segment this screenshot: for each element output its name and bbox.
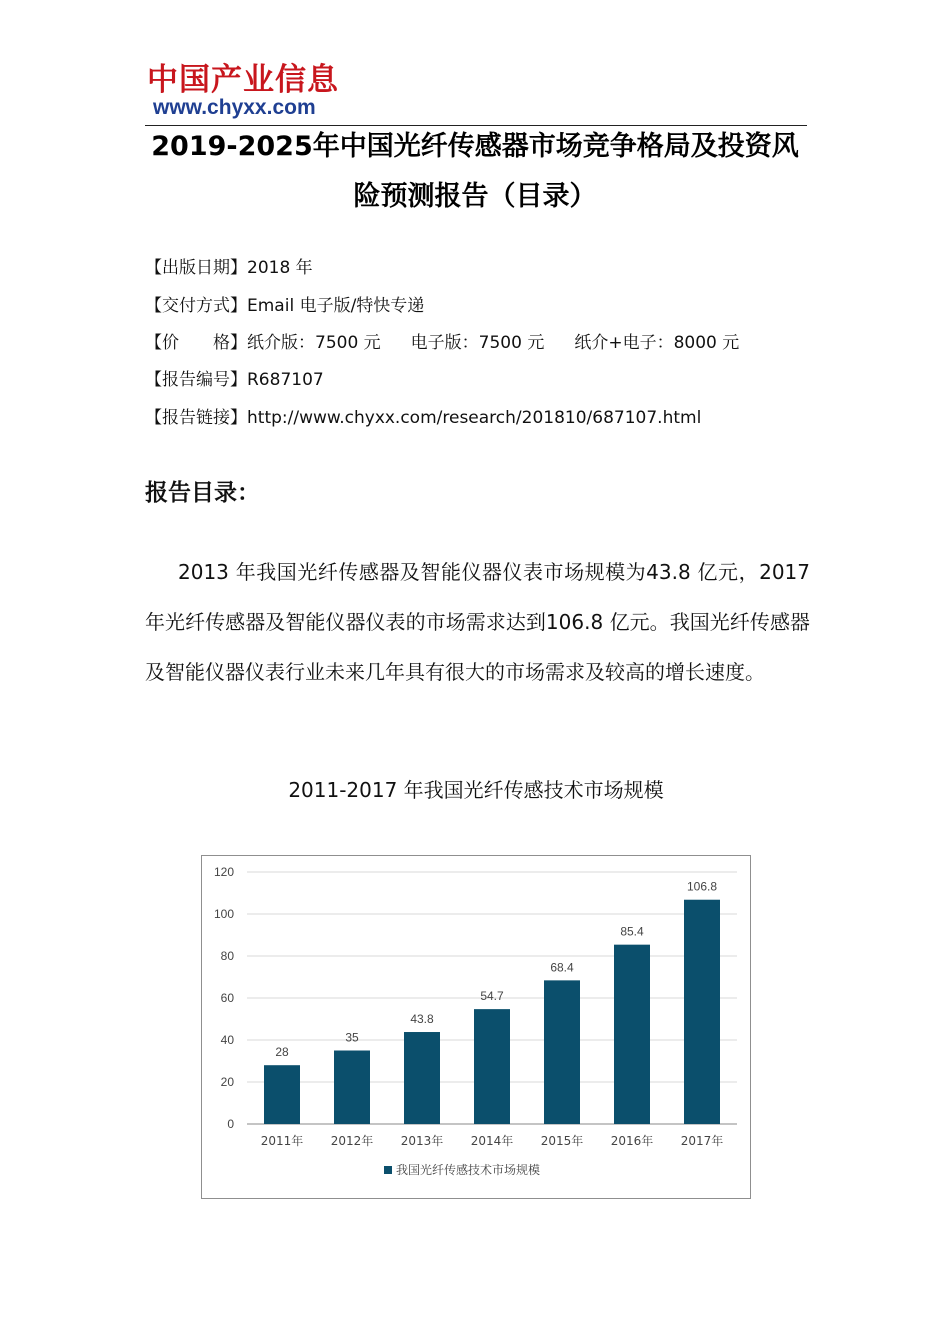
meta-publish-date	[145, 257, 313, 279]
logo-url: www.chyxx.com	[153, 96, 316, 119]
bar	[264, 1065, 300, 1124]
legend-swatch	[384, 1166, 392, 1174]
meta-publish-date-value: 2018 年	[247, 258, 313, 278]
bar	[474, 1009, 510, 1124]
body-paragraph: 2013 年我国光纤传感器及智能仪器仪表市场规模为43.8 亿元，2017 年光纤传感器及智能仪器仪表的市场需求达到106.8 亿元。我国光纤传感器及智能仪器仪表行业未来几年具有很大的市场需求及较高的增长速度。	[145, 560, 810, 684]
x-tick-label: 2011年	[260, 1134, 304, 1148]
y-tick-label: 120	[213, 865, 234, 879]
x-tick-label: 2013年	[400, 1134, 444, 1148]
meta-price-electronic: 电子版：7500 元	[410, 333, 545, 353]
data-label: 43.8	[410, 1012, 434, 1027]
logo	[147, 62, 353, 124]
x-tick-label: 2015年	[540, 1134, 584, 1148]
meta-publish-date-label: 【出版日期】	[145, 258, 247, 278]
report-title: 2019-2025年中国光纤传感器市场竞争格局及投资风险预测报告（目录）	[151, 131, 799, 212]
y-tick-label: 20	[220, 1075, 234, 1089]
bar	[614, 945, 650, 1124]
section-title: 报告目录：	[145, 480, 260, 506]
bar-chart	[201, 855, 751, 1199]
chart-title: 2011-2017 年我国光纤传感技术市场规模	[288, 778, 664, 802]
x-tick-label: 2012年	[330, 1134, 374, 1148]
y-tick-label: 40	[220, 1033, 234, 1047]
y-tick-label: 100	[213, 907, 234, 921]
bar	[334, 1051, 370, 1125]
meta-report-no	[145, 369, 324, 391]
meta-link	[145, 407, 701, 429]
meta-delivery	[145, 295, 424, 317]
data-label: 35	[345, 1030, 359, 1045]
meta-delivery-label: 【交付方式】	[145, 296, 247, 316]
meta-delivery-value: Email 电子版/特快专递	[247, 296, 425, 316]
bar	[684, 900, 720, 1124]
data-label: 68.4	[550, 960, 574, 975]
chart-svg	[202, 856, 750, 1198]
x-tick-label: 2017年	[680, 1134, 724, 1148]
bar	[544, 980, 580, 1124]
logo-name: 中国产业信息	[147, 62, 339, 98]
meta-price-label: 【价 格】	[145, 333, 247, 353]
meta-link-value[interactable]: http://www.chyxx.com/research/201810/687107.html	[247, 408, 702, 428]
y-tick-label: 80	[220, 949, 234, 963]
meta-link-label: 【报告链接】	[145, 408, 247, 428]
meta-price	[145, 332, 739, 354]
y-tick-label: 60	[220, 991, 234, 1005]
data-label: 85.4	[620, 924, 644, 939]
meta-report-no-label: 【报告编号】	[145, 370, 247, 390]
x-tick-label: 2014年	[470, 1134, 514, 1148]
legend-label: 我国光纤传感技术市场规模	[396, 1163, 541, 1177]
x-tick-label: 2016年	[610, 1134, 654, 1148]
meta-report-no-value: R687107	[247, 370, 324, 390]
y-tick-label: 0	[227, 1117, 234, 1131]
data-label: 28	[275, 1045, 289, 1060]
data-label: 106.8	[686, 879, 718, 894]
bar	[404, 1032, 440, 1124]
data-label: 54.7	[480, 989, 504, 1004]
meta-price-combo: 纸介+电子：8000 元	[574, 333, 740, 353]
meta-price-paper: 纸介版：7500 元	[247, 333, 381, 353]
